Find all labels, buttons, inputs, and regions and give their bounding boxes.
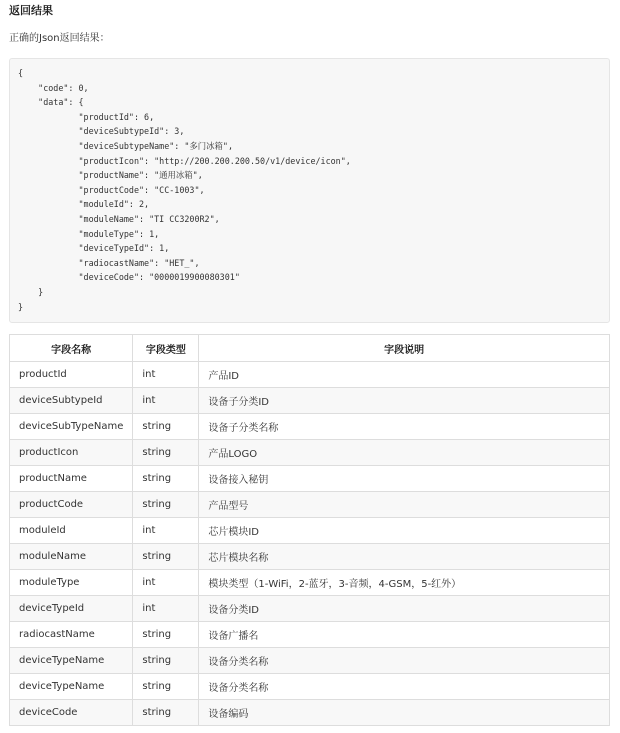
header-field-type: 字段类型	[133, 335, 199, 362]
cell-field-description: 设备分类名称	[199, 648, 610, 674]
cell-field-name: deviceTypeName	[10, 648, 133, 674]
code-line: "deviceSubtypeId": 3,	[18, 126, 185, 137]
header-field-description: 字段说明	[199, 335, 610, 362]
table-header-row	[10, 335, 610, 362]
code-line: "deviceTypeId": 1,	[18, 243, 170, 254]
cell-field-type: string	[133, 700, 199, 726]
code-line: "productCode": "CC-1003",	[18, 184, 205, 195]
code-line: "deviceSubtypeName": "多门冰箱",	[18, 141, 234, 151]
code-line: "code": 0,	[18, 82, 89, 93]
table-row	[10, 362, 610, 388]
table-row	[10, 492, 610, 518]
cell-field-name: deviceTypeName	[10, 674, 133, 700]
table-row	[10, 544, 610, 570]
table-row	[10, 622, 610, 648]
table-row	[10, 414, 610, 440]
cell-field-type: string	[133, 440, 199, 466]
code-line: "radiocastName": "HET_",	[18, 257, 200, 268]
cell-field-name: moduleType	[10, 570, 133, 596]
code-line: }	[18, 287, 44, 297]
header-field-name: 字段名称	[10, 335, 133, 362]
cell-field-type: int	[133, 388, 199, 414]
cell-field-type: int	[133, 518, 199, 544]
cell-field-name: moduleName	[10, 544, 133, 570]
cell-field-description: 产品ID	[199, 362, 610, 388]
cell-field-type: string	[133, 648, 199, 674]
code-line: {	[18, 68, 24, 78]
cell-field-description: 芯片模块ID	[199, 518, 610, 544]
cell-field-description: 设备编码	[199, 700, 610, 726]
cell-field-description: 产品LOGO	[199, 440, 610, 466]
code-line: "moduleType": 1,	[18, 228, 160, 239]
code-line: "data": {	[18, 97, 84, 108]
cell-field-name: deviceSubTypeName	[10, 414, 133, 440]
code-line: "deviceCode": "0000019900080301"	[18, 272, 240, 283]
json-code-block	[9, 58, 610, 323]
code-line: "moduleId": 2,	[18, 199, 150, 210]
table-row	[10, 596, 610, 622]
cell-field-name: productIcon	[10, 440, 133, 466]
code-line: "productId": 6,	[18, 111, 155, 122]
cell-field-name: productName	[10, 466, 133, 492]
section-heading: 返回结果	[9, 4, 53, 17]
table-row	[10, 388, 610, 414]
table-row	[10, 440, 610, 466]
fields-table	[9, 334, 610, 726]
intro-text: 正确的Json返回结果：	[9, 33, 110, 44]
cell-field-name: productCode	[10, 492, 133, 518]
cell-field-name: deviceSubtypeId	[10, 388, 133, 414]
cell-field-type: int	[133, 570, 199, 596]
cell-field-type: int	[133, 596, 199, 622]
cell-field-description: 设备接入秘钥	[199, 466, 610, 492]
code-line: }	[18, 301, 24, 312]
cell-field-name: deviceTypeId	[10, 596, 133, 622]
cell-field-description: 设备分类名称	[199, 674, 610, 700]
cell-field-name: deviceCode	[10, 700, 133, 726]
cell-field-description: 产品型号	[199, 492, 610, 518]
cell-field-type: string	[133, 466, 199, 492]
cell-field-type: string	[133, 622, 199, 648]
table-row	[10, 648, 610, 674]
cell-field-type: string	[133, 414, 199, 440]
cell-field-name: radiocastName	[10, 622, 133, 648]
cell-field-type: string	[133, 544, 199, 570]
cell-field-type: string	[133, 492, 199, 518]
cell-field-description: 模块类型（1-WiFi，2-蓝牙，3-音频，4-GSM，5-红外）	[199, 570, 610, 596]
code-line: "moduleName": "TI CC3200R2",	[18, 214, 220, 224]
cell-field-description: 设备子分类名称	[199, 414, 610, 440]
cell-field-type: int	[133, 362, 199, 388]
cell-field-description: 设备分类ID	[199, 596, 610, 622]
cell-field-description: 设备广播名	[199, 622, 610, 648]
table-row	[10, 466, 610, 492]
cell-field-name: productId	[10, 362, 133, 388]
cell-field-description: 设备子分类ID	[199, 388, 610, 414]
table-row	[10, 570, 610, 596]
table-row	[10, 700, 610, 726]
code-line: "productIcon": "http://200.200.200.50/v1/device/icon",	[18, 155, 351, 166]
table-row	[10, 674, 610, 700]
code-line: "productName": "通用冰箱",	[18, 170, 203, 181]
cell-field-name: moduleId	[10, 518, 133, 544]
table-row	[10, 518, 610, 544]
cell-field-type: string	[133, 674, 199, 700]
cell-field-description: 芯片模块名称	[199, 544, 610, 570]
